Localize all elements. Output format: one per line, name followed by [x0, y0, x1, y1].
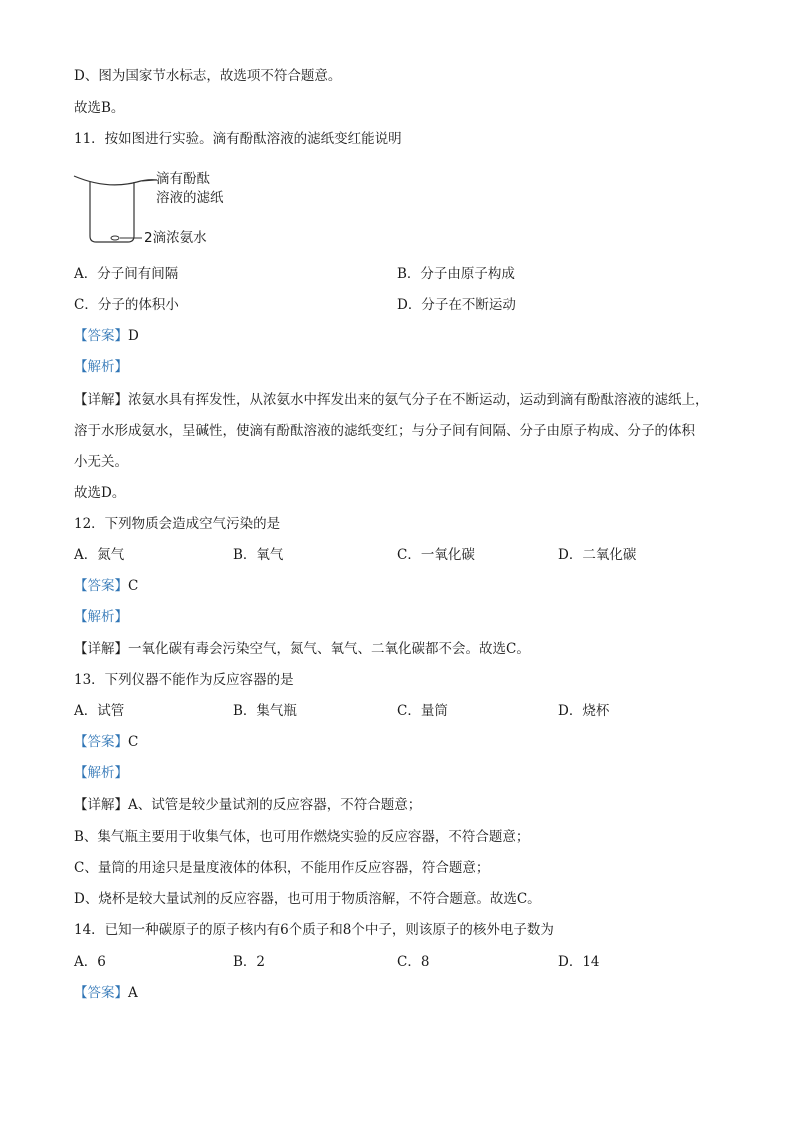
q13-answer	[74, 733, 138, 751]
answer-value: D	[128, 328, 139, 344]
q13-detail-line3: C、量筒的用途只是量度液体的体积，不能用作反应容器，符合题意；	[74, 860, 490, 876]
q11-detail-line1	[74, 391, 709, 409]
q11-option-b: B．分子由原子构成	[397, 266, 515, 282]
ammonia-drop	[111, 236, 119, 240]
q14-option-b: B．2	[233, 954, 266, 970]
answer-value: C	[128, 578, 139, 594]
q11-option-c: C．分子的体积小	[74, 297, 179, 313]
detail-text: 一氧化碳有毒会污染空气，氮气、氧气、二氧化碳都不会。故选C。	[128, 641, 530, 657]
ammonia-label: 2滴浓氨水	[144, 230, 207, 246]
q13-detail-line2: B、集气瓶主要用于收集气体，也可用作燃烧实验的反应容器，不符合题意；	[74, 829, 530, 845]
detail-tag: 【详解】	[74, 641, 128, 657]
answer-tag: 【答案】	[74, 578, 128, 594]
q14-option-d: D．14	[558, 954, 600, 970]
q12-analysis-tag: 【解析】	[74, 609, 128, 625]
q12-stem: 12．下列物质会造成空气污染的是	[74, 516, 281, 532]
q14-option-c: C．8	[397, 954, 430, 970]
prev-conclusion: 故选B。	[74, 100, 125, 116]
detail-text: A、试管是较少量试剂的反应容器，不符合题意；	[128, 797, 422, 813]
q13-option-d: D．烧杯	[558, 703, 610, 719]
detail-tag: 【详解】	[74, 392, 128, 408]
q14-option-a: A．6	[74, 954, 106, 970]
answer-tag: 【答案】	[74, 328, 128, 344]
q11-conclusion: 故选D。	[74, 485, 126, 501]
q11-answer	[74, 327, 139, 345]
q13-option-b: B．集气瓶	[233, 703, 297, 719]
q12-option-b: B．氧气	[233, 547, 284, 563]
q14-answer	[74, 984, 138, 1002]
q13-option-c: C．量筒	[397, 703, 448, 719]
beaker-outline	[90, 182, 134, 242]
q13-stem: 13．下列仪器不能作为反应容器的是	[74, 672, 294, 688]
q12-detail	[74, 640, 530, 658]
q12-option-d: D．二氧化碳	[558, 547, 637, 563]
q12-answer	[74, 577, 138, 595]
prev-option-d-explanation: D、图为国家节水标志，故选项不符合题意。	[74, 68, 342, 84]
answer-value: A	[128, 985, 138, 1001]
q11-stem: 11．按如图进行实验。滴有酚酞溶液的滤纸变红能说明	[74, 131, 402, 147]
answer-tag: 【答案】	[74, 985, 128, 1001]
q11-option-a: A．分子间有间隔	[74, 266, 179, 282]
filter-paper-label-line1: 滴有酚酞	[156, 171, 210, 187]
q11-analysis-tag: 【解析】	[74, 359, 128, 375]
detail-tag: 【详解】	[74, 797, 128, 813]
q13-detail-line1	[74, 796, 421, 814]
q11-option-d: D．分子在不断运动	[397, 297, 516, 313]
q13-analysis-tag: 【解析】	[74, 765, 128, 781]
q13-detail-line4: D、烧杯是较大量试剂的反应容器，也可用于物质溶解，不符合题意。故选C。	[74, 891, 541, 907]
q11-detail-line2: 溶于水形成氨水，呈碱性，使滴有酚酞溶液的滤纸变红；与分子间有间隔、分子由原子构成、分子的体积	[74, 423, 695, 439]
q13-option-a: A．试管	[74, 703, 125, 719]
q11-experiment-figure	[72, 168, 252, 248]
q12-option-a: A．氮气	[74, 547, 125, 563]
q12-option-c: C．一氧化碳	[397, 547, 475, 563]
q14-stem: 14．已知一种碳原子的原子核内有6个质子和8个中子，则该原子的核外电子数为	[74, 922, 554, 938]
q11-detail-line3: 小无关。	[74, 454, 128, 470]
answer-value: C	[128, 734, 139, 750]
detail-text: 浓氨水具有挥发性，从浓氨水中挥发出来的氨气分子在不断运动，运动到滴有酚酞溶液的滤纸上，	[128, 392, 709, 408]
filter-paper-label-line2: 溶液的滤纸	[156, 190, 224, 206]
answer-tag: 【答案】	[74, 734, 128, 750]
